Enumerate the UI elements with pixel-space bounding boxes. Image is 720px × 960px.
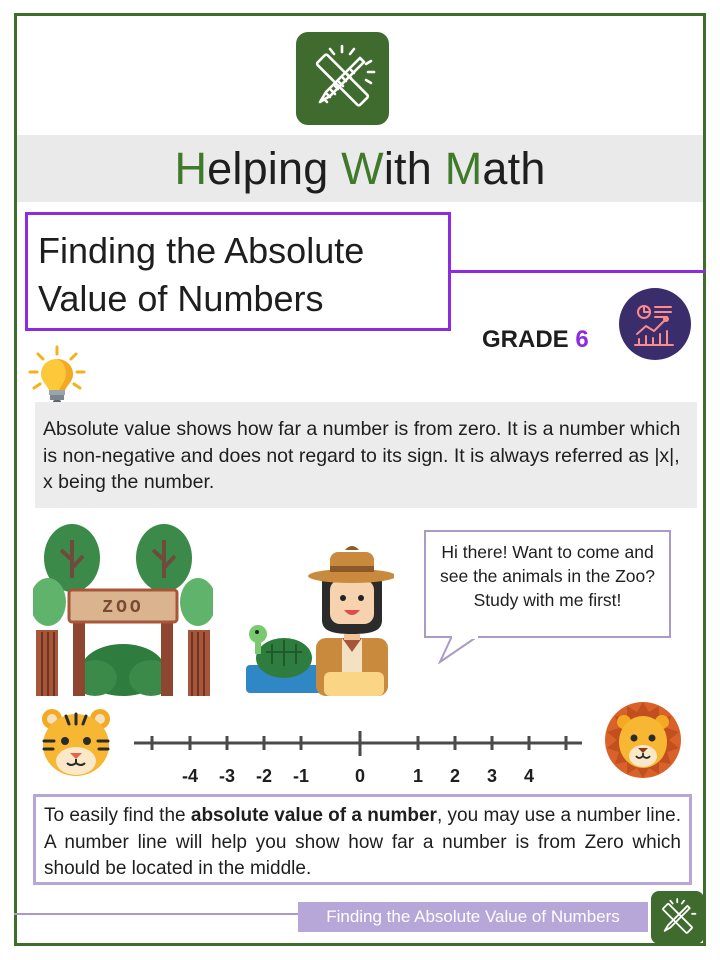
footer-line [14, 913, 304, 915]
lion-icon [602, 700, 684, 780]
pencil-ruler-icon [651, 891, 704, 944]
zookeeper-icon [244, 540, 394, 698]
title-part: ath [482, 142, 546, 194]
lightbulb-icon [26, 344, 88, 408]
title-divider [451, 270, 706, 273]
speech-bubble [424, 530, 671, 638]
footer-title: Finding the Absolute Value of Numbers [326, 907, 620, 926]
title-letter-h: H [174, 142, 208, 194]
title-part: ith [383, 142, 445, 194]
grade-label [482, 326, 589, 354]
site-banner [17, 135, 703, 202]
tip-text [44, 803, 681, 883]
tip-text-start: To easily find the [44, 805, 191, 826]
zoo-gate-illustration [33, 520, 213, 700]
worksheet-title: Finding the Absolute Value of Numbers [38, 230, 365, 319]
grade-number: 6 [575, 326, 589, 353]
definition-box [35, 402, 697, 508]
tip-box [33, 794, 692, 885]
tick-label: -3 [218, 766, 236, 786]
title-letter-m: M [444, 142, 483, 194]
tick-label: 2 [449, 766, 461, 786]
title-letter-w: W [341, 142, 384, 194]
zoo-sign-text: ZOO [102, 598, 144, 618]
number-line [130, 728, 586, 762]
speech-text: Hi there! Want to come and see the animals in the Zoo? Study with me first! [440, 542, 655, 610]
worksheet-title-box [25, 212, 451, 331]
footer-tab [298, 902, 648, 932]
tick-label: 4 [523, 766, 535, 786]
pencil-ruler-icon [296, 32, 389, 125]
tick-label: 1 [412, 766, 424, 786]
tick-label: -2 [255, 766, 273, 786]
site-title [174, 143, 545, 195]
tick-label: 3 [486, 766, 498, 786]
tick-label: -4 [181, 766, 199, 786]
chart-analytics-icon [619, 288, 691, 360]
speech-bubble-tail [438, 636, 490, 664]
tick-label: -1 [292, 766, 310, 786]
grade-text: GRADE [482, 326, 569, 353]
tick-label: 0 [354, 766, 366, 786]
tiger-icon [38, 705, 114, 779]
tip-text-end: , you may use a number line. A number line will help you show how far a number is from Zero which should be located in the middle. [44, 805, 681, 879]
tip-text-bold: absolute value of a number [190, 805, 437, 826]
definition-text: Absolute value shows how far a number is from zero. It is a number which is non-negative and does not regard to its sign. It is always referred as |x|, x being the number. [43, 418, 681, 493]
title-part: elping [207, 142, 342, 194]
